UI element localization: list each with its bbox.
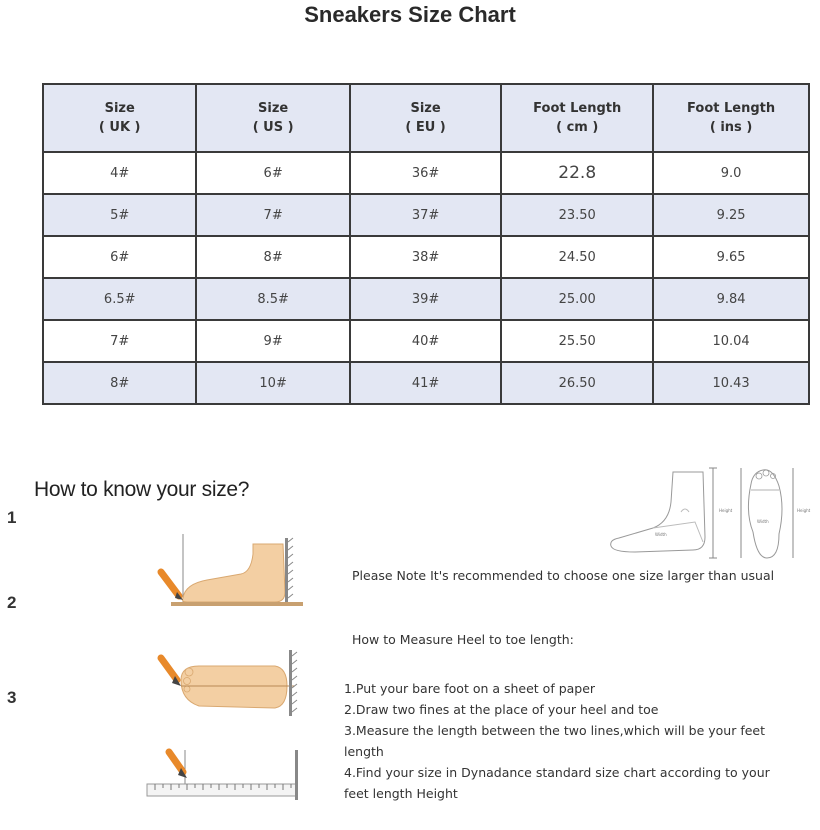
how-to-heading: How to know your size? <box>34 478 250 501</box>
cell-ins: 10.04 <box>653 320 809 362</box>
pencil-icon <box>161 572 183 600</box>
cell-uk: 7# <box>43 320 196 362</box>
cell-ins: 9.65 <box>653 236 809 278</box>
cell-us: 8# <box>196 236 349 278</box>
cell-cm: 25.50 <box>501 320 653 362</box>
pencil-icon <box>169 752 187 778</box>
header-foot-length-ins: Foot Length ( ins ) <box>653 84 809 152</box>
header-size-us: Size ( US ) <box>196 84 349 152</box>
table-row <box>43 362 809 404</box>
step-number-2: 2 <box>7 593 17 612</box>
cell-cm: 23.50 <box>501 194 653 236</box>
step-number-1: 1 <box>7 508 17 527</box>
ruler-icon <box>147 784 297 796</box>
instruction-item: 3.Measure the length between the two lines,which will be your feet length <box>344 723 765 759</box>
cell-cm: 22.8 <box>501 152 653 194</box>
cell-cm: 24.50 <box>501 236 653 278</box>
instructions-list <box>344 678 784 804</box>
table-row <box>43 236 809 278</box>
table-row <box>43 152 809 194</box>
foot-side-icon <box>183 544 286 602</box>
cell-eu: 39# <box>350 278 501 320</box>
cell-eu: 37# <box>350 194 501 236</box>
cell-ins: 9.0 <box>653 152 809 194</box>
label-height-1: Height <box>719 508 733 513</box>
step2-illustration <box>155 650 305 718</box>
step3-illustration <box>145 748 305 804</box>
foot-measure-diagram <box>605 462 820 562</box>
cell-eu: 38# <box>350 236 501 278</box>
cell-us: 7# <box>196 194 349 236</box>
cell-cm: 26.50 <box>501 362 653 404</box>
cell-ins: 9.84 <box>653 278 809 320</box>
instruction-item: 4.Find your size in Dynadance standard size chart according to your feet length Height <box>344 765 770 801</box>
cell-eu: 36# <box>350 152 501 194</box>
cell-uk: 4# <box>43 152 196 194</box>
foot-side-icon <box>611 472 705 552</box>
step1-illustration <box>155 532 305 610</box>
cell-uk: 6# <box>43 236 196 278</box>
cell-us: 6# <box>196 152 349 194</box>
page-title: Sneakers Size Chart <box>304 2 516 27</box>
table-row <box>43 320 809 362</box>
size-note: Please Note It's recommended to choose one size larger than usual <box>352 568 775 583</box>
measure-heading: How to Measure Heel to toe length: <box>352 632 574 647</box>
pencil-icon <box>161 658 181 686</box>
label-width-1: Width <box>655 532 667 537</box>
cell-uk: 6.5# <box>43 278 196 320</box>
table-row <box>43 278 809 320</box>
header-foot-length-cm: Foot Length ( cm ) <box>501 84 653 152</box>
cell-ins: 10.43 <box>653 362 809 404</box>
table-header-row <box>43 84 809 152</box>
instruction-item: 1.Put your bare foot on a sheet of paper <box>344 681 596 696</box>
header-size-uk: Size ( UK ) <box>43 84 196 152</box>
cell-cm: 25.00 <box>501 278 653 320</box>
cell-eu: 41# <box>350 362 501 404</box>
cell-us: 10# <box>196 362 349 404</box>
step-number-3: 3 <box>7 688 17 707</box>
foot-sole-icon <box>748 470 782 558</box>
instruction-item: 2.Draw two fines at the place of your heel and toe <box>344 702 659 717</box>
cell-ins: 9.25 <box>653 194 809 236</box>
foot-top-icon <box>181 666 295 708</box>
cell-us: 8.5# <box>196 278 349 320</box>
cell-uk: 8# <box>43 362 196 404</box>
label-width-2: Width <box>757 519 769 524</box>
size-chart-table <box>42 83 810 405</box>
cell-eu: 40# <box>350 320 501 362</box>
header-size-eu: Size ( EU ) <box>350 84 501 152</box>
cell-us: 9# <box>196 320 349 362</box>
label-height-2: Height <box>797 508 811 513</box>
cell-uk: 5# <box>43 194 196 236</box>
table-row <box>43 194 809 236</box>
